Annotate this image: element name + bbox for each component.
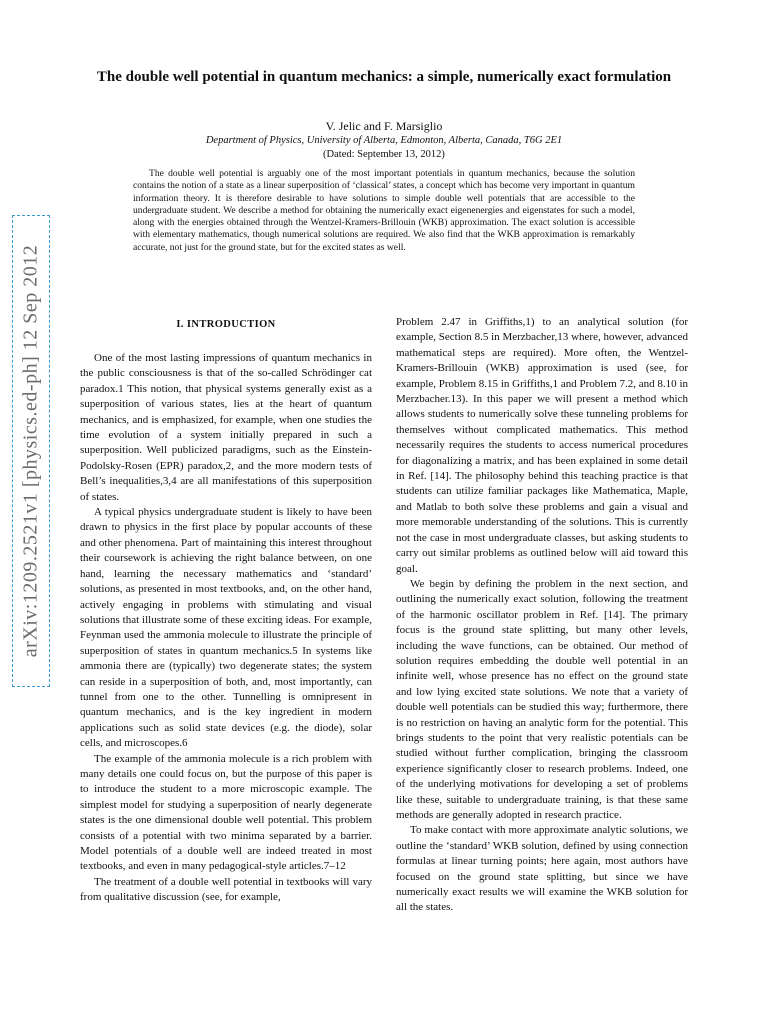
section-heading: I. INTRODUCTION (176, 319, 276, 330)
paper-title: The double well potential in quantum mechanics: a simple, numerically exact formulation (96, 69, 672, 85)
paper-date: (Dated: September 13, 2012) (323, 149, 445, 160)
body-paragraph: The treatment of a double well potential in textbooks will vary from qualitative discussion (see, for example, (80, 875, 372, 904)
author-affiliation: Department of Physics, University of Alberta, Edmonton, Alberta, Canada, T6G 2E1 (205, 135, 563, 146)
body-paragraph: We begin by defining the problem in the next section, and outlining the numerically exact solution, following the treatment of the harmonic oscillator problem in Ref. [14]. The primary focus is the ground state splitting, but many other levels, including the wave functions, can be obtained. Our method of solution requires embedding the double well potential in an infinite well, whose presence has no effect on the ground state and low lying excited state solutions. We note that a variety of double well potentials can be studied this way; furthermore, there is no restriction on having an analytic form for the potential. This brings students to the point that very realistic potentials can be studied without further complication, bringing the classroom experience significantly closer to research problems. Indeed, one of the underlying motivations for developing a set of problems like these, suitable to undergraduate training, is that these same methods are generally adopted in research practice. (396, 577, 688, 821)
body-paragraph: To make contact with more approximate analytic solutions, we outline the ‘standard’ WKB solution, defined by using connection formulas at linear turning points; here again, most authors have focused on the ground state splitting, but since we have numerically exact results we will examine the WKB solution for all the states. (396, 824, 688, 914)
body-paragraph: Problem 2.47 in Griffiths,1) to an analytical solution (for example, Section 8.5 in Merzbacher,13 where, however, advanced mathematical steps are required). More often, the Wentzel-Kramers-Brillouin (WKB) approximation is used (see, for example, Problem 8.15 in Griffiths,1 and Problem 7.2, and 8.10 in Merzbacher.13). In this paper we will present a method which allows students to numerically solve these tunneling problems for themselves without complicated mathematics. This method necessarily requires the students to access numerical procedures for diagonalizing a matrix, and has been explained in some detail in Ref. [14]. The philosophy behind this teaching practice is that students can utilize familiar packages like Mathematica, Maple, and Matlab to both solve these problems and gain a visual and more memorable understanding of the solutions. This is currently not the case in most undergraduate classes, but asking students to carry out similar problems as outlined below will aid toward this goal. (396, 316, 688, 575)
arxiv-identifier-stamp[interactable] (12, 215, 50, 687)
body-paragraph: One of the most lasting impressions of quantum mechanics in the public consciousness is that of the so-called Schrödinger cat paradox.1 This notion, that physical systems generally exist as a superposition of various states, lies at the heart of quantum mechanics, and is emphasized, for example, when one studies the time evolution of a system initially prepared in such a superposition. Well publicized paradigms, such as the Einstein-Podolsky-Rosen (EPR) paradox,2, and the more modern tests of Bell’s inequalities,3,4 are all manifestations of this superposition of states. (80, 352, 372, 503)
paper-authors: V. Jelic and F. Marsiglio (325, 119, 443, 133)
body-paragraph: The example of the ammonia molecule is a rich problem with many details one could focus on, but the purpose of this paper is to introduce the student to a more microscopic example. The simplest model for studying a superposition of nearly degenerate states is the one dimensional double well potential. This problem consists of a potential with two minima separated by a barrier. Model potentials of a double well are indeed treated in most textbooks, and even in many pedagogical-style articles.7–12 (80, 752, 372, 873)
body-paragraph: A typical physics undergraduate student is likely to have been drawn to physics in the first place by popular accounts of these and other phenomena. Part of maintaining this interest throughout their coursework is achieving the right balance between, on one hand, learning the necessary mathematics and ‘standard’ solutions, as presented in most textbooks, and, on the other hand, actively engaging in problems with stimulating and visual solutions that illustrate some of these exciting ideas. For example, Feynman used the ammonia molecule to illustrate the principle of superposition of states in quantum mechanics.5 In systems like ammonia there are (typically) two degenerate states; the system can reside in a superposition of both, and, most importantly, can tunnel from one to the other. Tunnelling is omnipresent in quantum mechanics, and is the key ingredient in modern applications such as solid state devices (e.g. the diode), solar cells, and microscopes.6 (80, 506, 372, 750)
arxiv-identifier-text: arXiv:1209.2521v1 [physics.ed-ph] 12 Sep 2012 (19, 244, 42, 658)
left-column (80, 318, 372, 906)
abstract: The double well potential is arguably one of the most important potentials in quantum mechanics, because the solution contains the notion of a state as a linear superposition of ‘classical’ states, a concept which has become very important in quantum information theory. It is therefore desirable to have solutions to simple double well potentials that are accessible to the undergraduate student. We describe a method for obtaining the numerically exact eigenenergies and eigenstates for such a model, along with the energies obtained through the Wentzel-Kramers-Brillouin (WKB) approximation. The exact solution is accessible with elementary mathematics, though numerical solutions are required. We also find that the WKB approximation is remarkably accurate, not just for the ground state, but for the excited states as well. (133, 168, 635, 253)
right-column (396, 315, 688, 916)
